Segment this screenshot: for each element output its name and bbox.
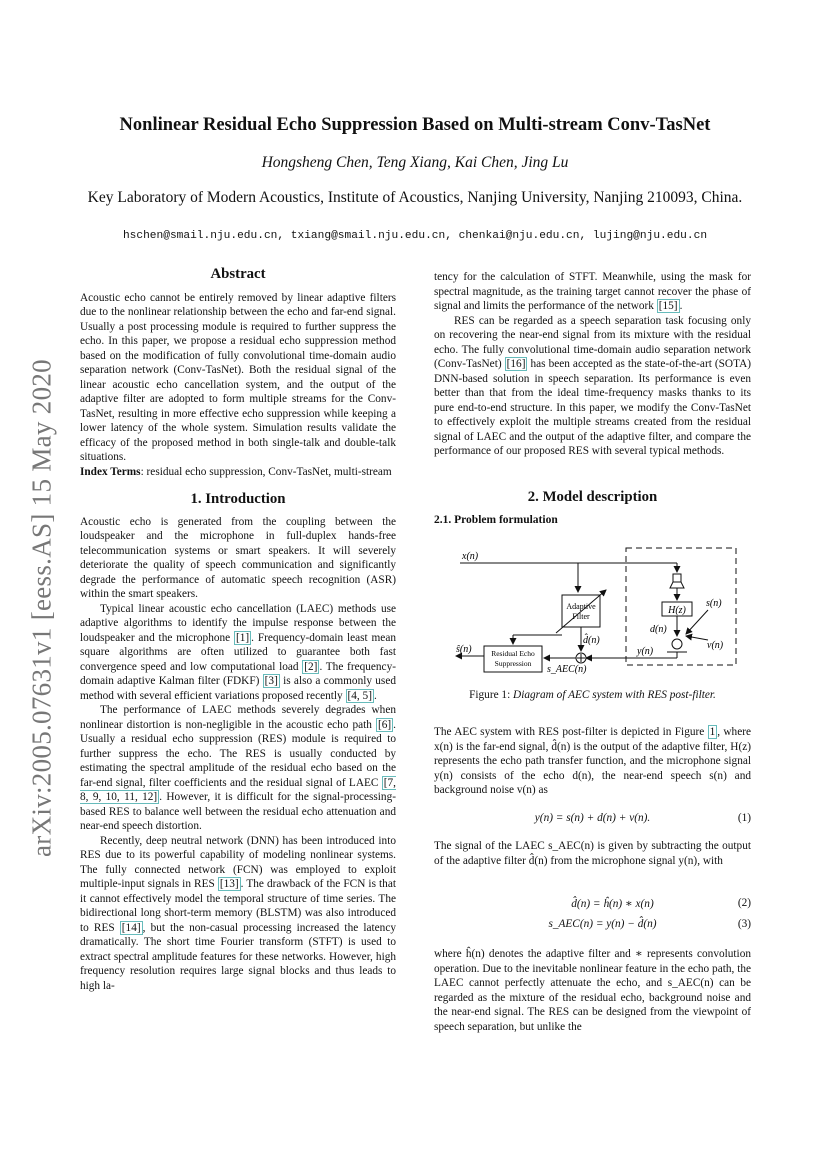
saec-label: s_AEC(n) [547,664,587,675]
loudspeaker-icon [670,574,684,588]
right-p1: tency for the calculation of STFT. Meanwhile, using the mask for spectral magnitude, as the training target cannot recover the phase of signal and limits the performance of the network [15] . [434,271,751,312]
equation-2: d̂(n) = ĥ(n) ∗ x(n) (2) [571,897,751,910]
citation-link[interactable]: [4, 5] [347,689,372,702]
authors: Hongsheng Chen, Teng Xiang, Kai Chen, Jing Lu [261,154,569,171]
h-label: H(z) [668,605,686,616]
affiliation: Key Laboratory of Modern Acoustics, Institute of Acoustics, Nanjing University, Nanjing 210093, China. [87,189,743,206]
citation-link[interactable]: [3] [264,675,278,687]
abstract-heading: Abstract [210,266,266,282]
index-terms-text: : residual echo suppression, Conv-TasNet, multi-stream [140,465,392,478]
paper-title: Nonlinear Residual Echo Suppression Based on Multi-stream Conv-TasNet [119,115,711,135]
citation-link[interactable]: [6] [377,718,392,731]
index-terms-label: Index Terms [80,465,141,478]
figure-caption: Figure 1: Diagram of AEC system with RES post-filter. [469,689,716,701]
shat-label: ŝ(n) [456,644,472,655]
arxiv-id: arXiv:2005.07631v1 [eess.AS] 15 May 2020 [26,358,57,857]
emails: hschen@smail.nju.edu.cn, txiang@smail.nju.edu.cn, chenkai@nju.edu.cn, lujing@nju.edu.cn [122,230,708,242]
intro-p3: The performance of LAEC methods severely degrades when nonlinear distortion is non-negligible in the acoustic echo path [6] . Usually a residual echo suppression (RES) module is required to further suppress the echo. The RES is usually conducted by estimating the spectral amplitude of the residual echo based on the far-end signal, filter coefficients and the residual signal of LAEC [7, 8, 9, 10, 11, 12] . However, it is difficult for the signal-processing-based RES to balance well between the residual echo attenuation and near-end speech distortion. [80,704,396,832]
citation-link[interactable]: [7, 8, 9, 10, 11, 12] [80,776,396,803]
arxiv-sidebar [22,345,62,870]
right-p4: The signal of the LAEC s_AEC(n) is given by subtracting the output of the adaptive filter d̂(n) from the microphone signal y(n), with [434,840,751,867]
y-label: y(n) [637,646,654,657]
left-column [80,267,396,993]
dhat-label: d̂(n) [583,635,600,646]
abstract-text: Acoustic echo cannot be entirely removed by linear adaptive filters due to the nonlinear relationship between the echo and far-end signal. Usually a post processing module is required to further suppress the echo. In this paper, we propose a residual echo suppression method based on the modification of fully convolutional time-domain audio separation network (Conv-TasNet). Both the residual signal of the linear acoustic echo cancellation system, and the output of the adaptive filter are adopted to form multiple streams for the Conv-TasNet, resulting in more effective echo suppression while keeping a lower latency of the whole system. Simulation results validate the efficacy of the proposed method in both single-talk and double-talk situations. [80,291,396,463]
res-label-1: Residual Echo [491,649,535,658]
res-label-2: Suppression [494,659,532,668]
citation-link[interactable]: [15] [658,300,678,312]
right-p5-block [434,947,751,1034]
x-label: x(n) [462,551,479,562]
citation-link[interactable]: [16] [506,358,526,370]
intro-p1: Acoustic echo is generated from the coupling between the loudspeaker and the microphone in full-duplex hands-free telecommunication systems or smart speakers. It will severely deteriorate the quality of speech communication and significantly degrade the performance of automatic speech recognition (ASR) within the smart speakers. [80,515,396,600]
aec-diagram [440,540,750,680]
right-p5: where ĥ(n) denotes the adaptive filter and ∗ represents convolution operation. Due to the inevitable nonlinear feature in the echo path, the LAEC cannot perfectly attenuate the echo, and s_AEC(n) can be regarded as the mixture of the residual echo, background noise and the near-end signal. The RES can be designed from the viewpoint of speech separation, but unlike the [434,948,751,1033]
figure-link[interactable]: 1 [709,726,716,738]
s-label: s(n) [706,598,722,609]
intro-p4: Recently, deep neutral network (DNN) has been introduced into RES due to its powerful capability of modeling nonlinear systems. The fully connected network (FCN) was employed to exploit multiple-input signals in RES [13] . The drawback of the FCN is that it cannot effectively model the temporal structure of time series. The bidirectional long short-term memory (BLSTM) was also introduced to RES [14] , but the non-casual processing increased the latency dramatically. The short time Fourier transform (STFT) is used to extract spectral amplitude features for these networks. However, high frequency resolution requires large signal blocks and thus leads to high la- [80,834,396,992]
v-label: v(n) [707,640,724,651]
summer-node [576,653,586,663]
citation-link[interactable]: [2] [304,660,318,673]
intro-p2: Typical linear acoustic echo cancellation (LAEC) methods use adaptive algorithms to identify the impulse response between the loudspeaker and the microphone [1] . Frequency-domain least mean square algorithms are often utilized to guarantee both fast convergence speed and low computational load [2] . The frequency-domain adaptive Kalman filter (FDKF) [3] is also a commonly used method with several efficient variations proposed recently [4, 5] . [80,602,396,702]
microphone-icon [667,639,687,652]
right-column-bottom [434,725,751,798]
d-label: d(n) [650,624,667,635]
right-column-top [434,270,751,459]
intro-heading: 1. Introduction [190,491,286,507]
right-p2: RES can be regarded as a speech separation task focusing only on recovering the near-end signal from its mixture with the residual echo. The fully convolutional time-domain audio separation network (Conv-TasNet) [16] has been accepted as the state-of-the-art (SOTA) DNN-based solution in speech separation. Its performance is even better than that from the ideal time-frequency masks thanks to its pure end-to-end structure. In this paper, we modify the Conv-TasNet to effectively exploit the multiple streams created from the residual signal of LAEC and the output of the adaptive filter, and compare the performance of our proposed RES with several typical methods. [434,314,751,457]
citation-link[interactable]: [1] [235,631,250,644]
model-heading: 2. Model description [527,489,658,505]
equation-1: y(n) = s(n) + d(n) + v(n). (1) [534,812,751,824]
problem-subheading: 2.1. Problem formulation [434,514,558,526]
right-p3: The AEC system with RES post-filter is depicted in Figure 1 , where x(n) is the far-end signal, d̂(n) is the output of the adaptive filter, H(z) represents the echo path transfer function, and the microphone signal y(n) consists of the echo d(n), the near-end speech s(n) and background noise v(n) as [434,726,751,796]
equation-3: s_AEC(n) = y(n) − d̂(n) (3) [548,918,751,930]
right-p4-block [434,839,751,868]
citation-link[interactable]: [14] [121,921,141,934]
index-terms [80,465,396,480]
citation-link[interactable]: [13] [219,878,239,890]
af-label-2: Filter [572,612,590,621]
af-label-1: Adaptive [566,602,596,611]
